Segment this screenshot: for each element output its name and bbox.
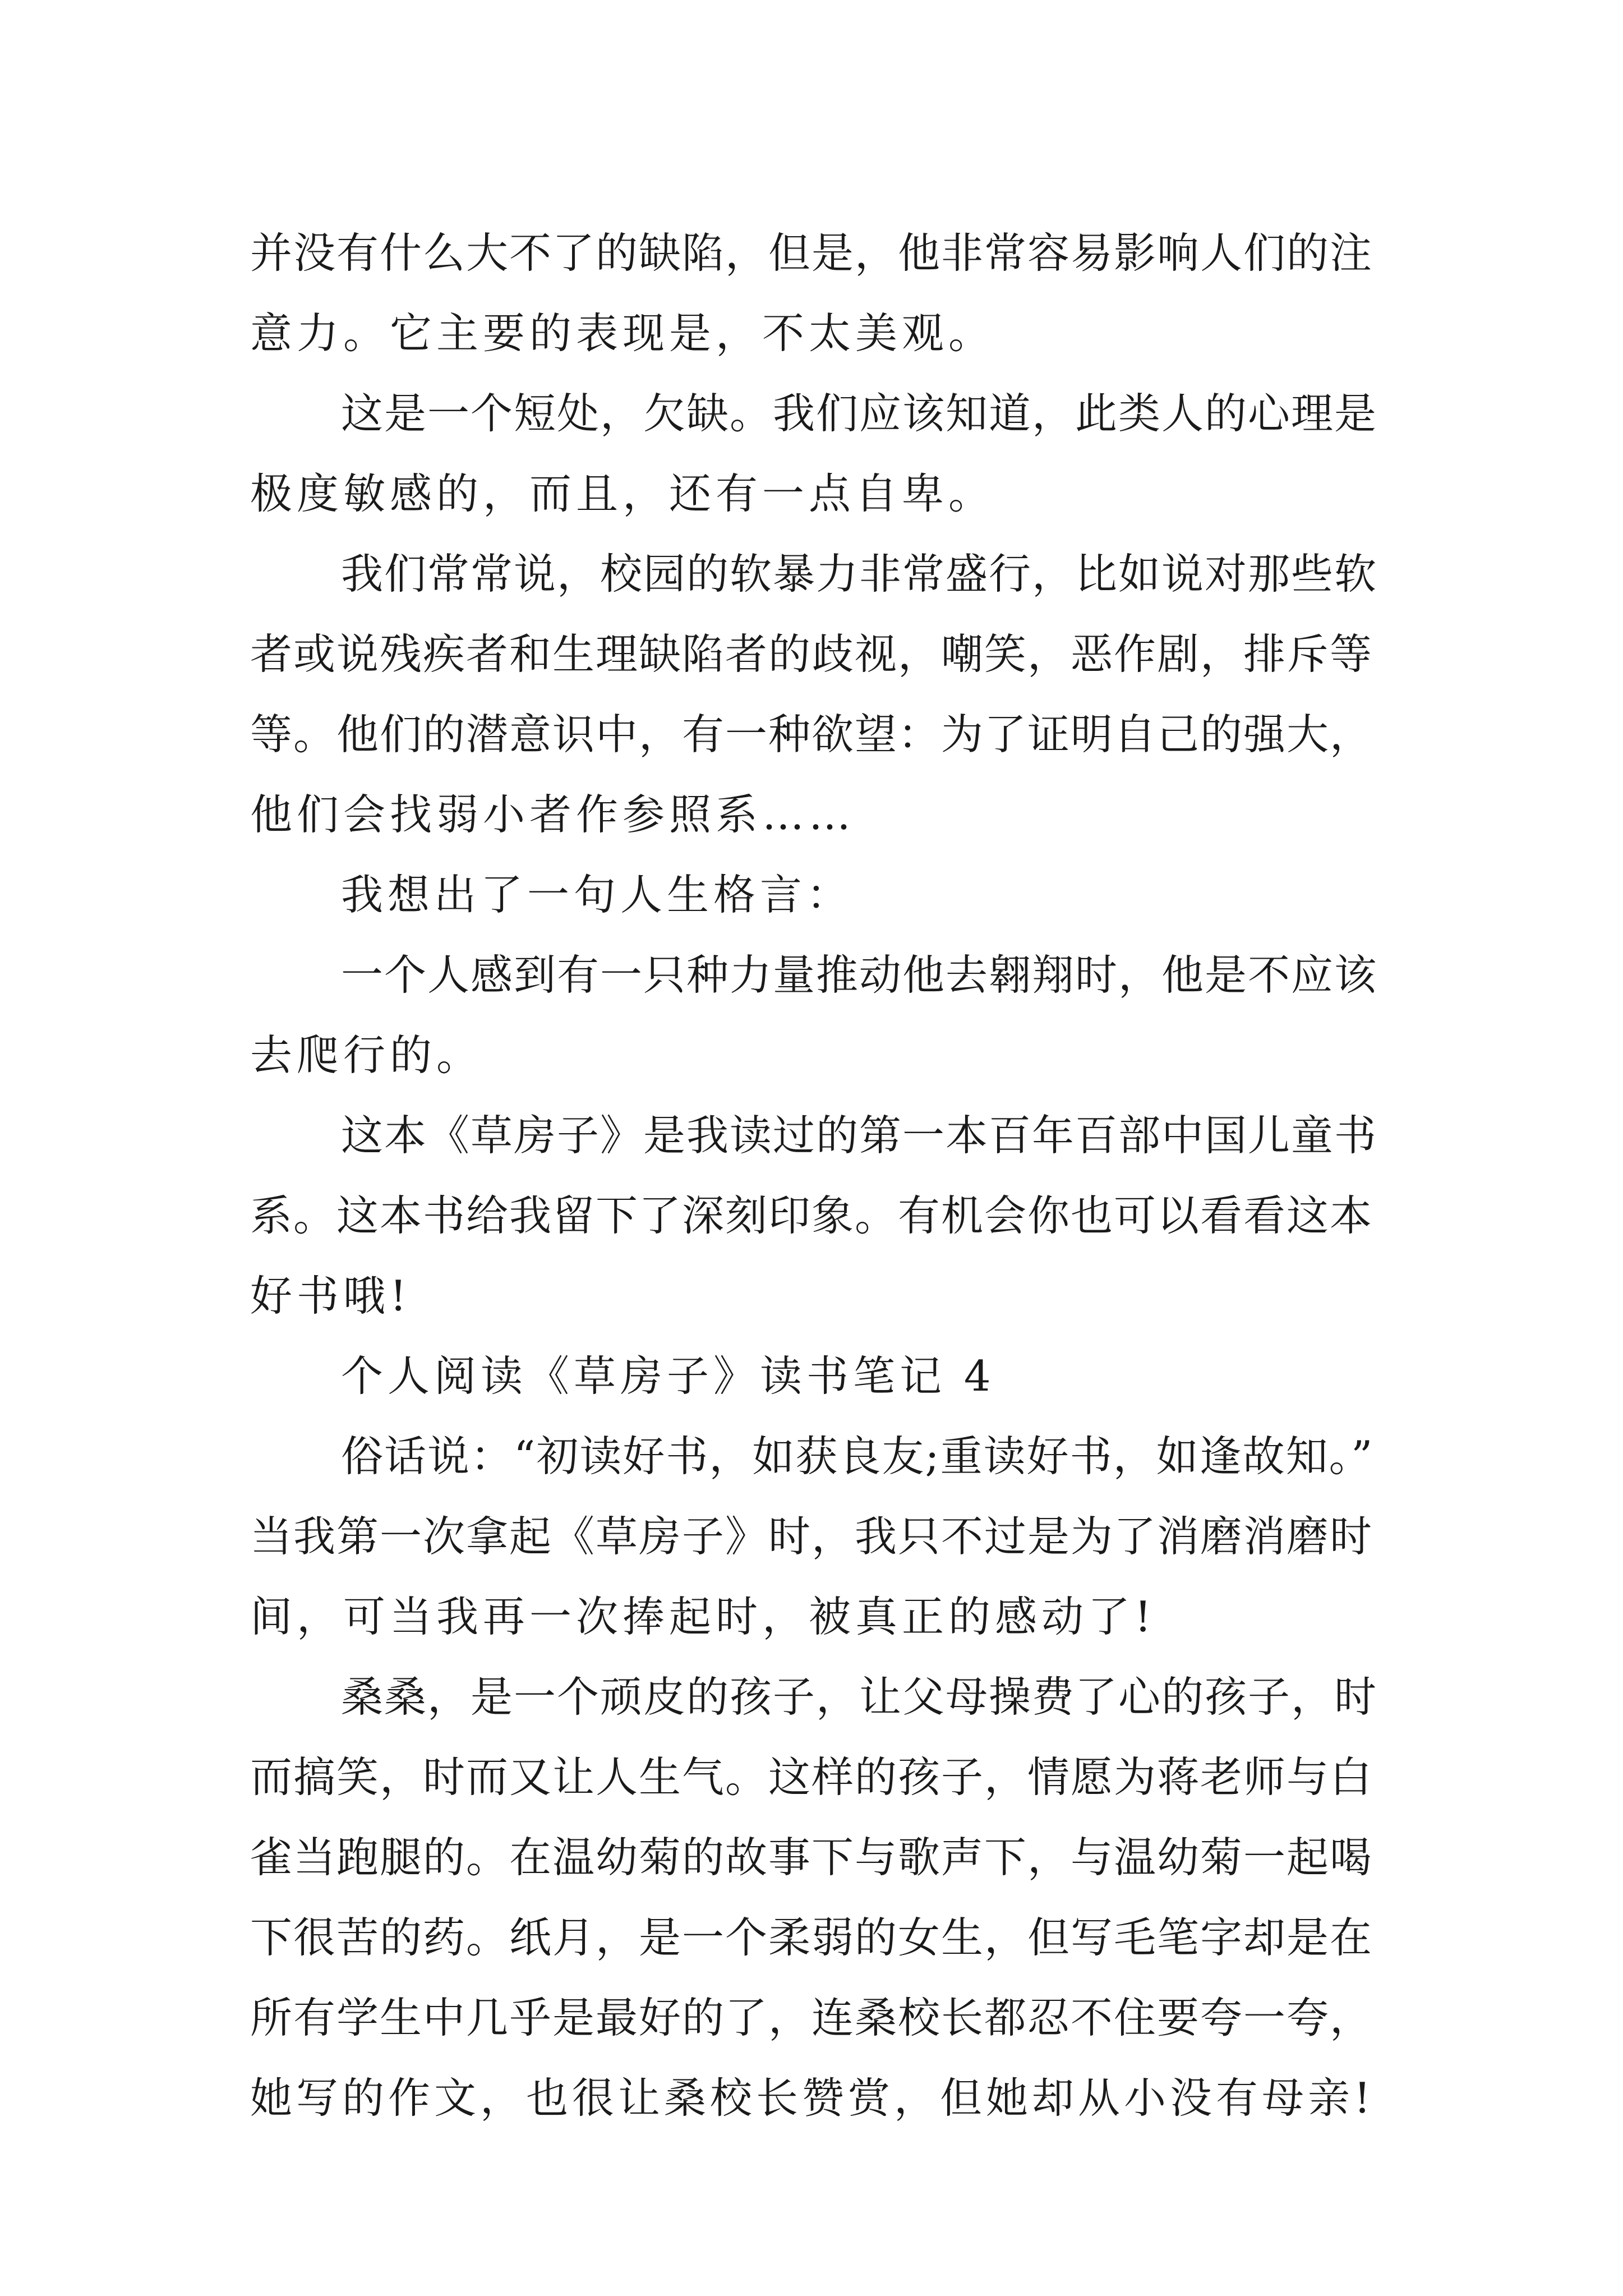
text-line: 下很苦的药。纸月，是一个柔弱的女生，但写毛笔字却是在: [250, 1913, 1373, 1962]
text-line: 雀当跑腿的。在温幼菊的故事下与歌声下，与温幼菊一起喝: [250, 1833, 1373, 1882]
text-line: 好书哦!: [250, 1271, 412, 1320]
text-line: 他们会找弱小者作参照系……: [250, 790, 856, 839]
text-line: 俗话说：“初读好书，如获良友;重读好书，如逢故知。”: [341, 1432, 1374, 1481]
text-line: 当我第一次拿起《草房子》时，我只不过是为了消磨消磨时: [250, 1512, 1373, 1561]
text-line: 间，可当我再一次捧起时，被真正的感动了!: [250, 1592, 1156, 1641]
text-line: 这本《草房子》是我读过的第一本百年百部中国儿童书: [341, 1111, 1378, 1160]
text-line: 意力。它主要的表现是，不太美观。: [250, 309, 995, 358]
text-line: 并没有什么大不了的缺陷，但是，他非常容易影响人们的注: [250, 228, 1373, 278]
text-line: 而搞笑，时而又让人生气。这样的孩子，情愿为蒋老师与白: [250, 1752, 1373, 1802]
text-line: 这是一个短处，欠缺。我们应该知道，此类人的心理是: [341, 389, 1378, 438]
text-line: 去爬行的。: [250, 1030, 483, 1080]
text-line: 者或说残疾者和生理缺陷者的歧视，嘲笑，恶作剧，排斥等: [250, 629, 1373, 679]
text-line: 等。他们的潜意识中，有一种欲望：为了证明自己的强大，: [250, 710, 1373, 759]
text-line: 系。这本书给我留下了深刻印象。有机会你也可以看看这本: [250, 1191, 1373, 1240]
text-line: 极度敏感的，而且，还有一点自卑。: [250, 469, 995, 518]
text-line: 一个人感到有一只种力量推动他去翱翔时，他是不应该: [341, 950, 1378, 1000]
section-heading: 个人阅读《草房子》读书笔记 4: [341, 1351, 995, 1401]
text-line: 我们常常说，校园的软暴力非常盛行，比如说对那些软: [341, 549, 1378, 599]
text-line: 桑桑，是一个顽皮的孩子，让父母操费了心的孩子，时: [341, 1672, 1378, 1722]
text-line: 她写的作文，也很让桑校长赞赏，但她却从小没有母亲!: [250, 2073, 1375, 2123]
text-line: 所有学生中几乎是最好的了，连桑校长都忍不住要夸一夸，: [250, 1993, 1373, 2042]
document-body: [250, 213, 1377, 2138]
text-line: 我想出了一句人生格言：: [341, 870, 854, 919]
